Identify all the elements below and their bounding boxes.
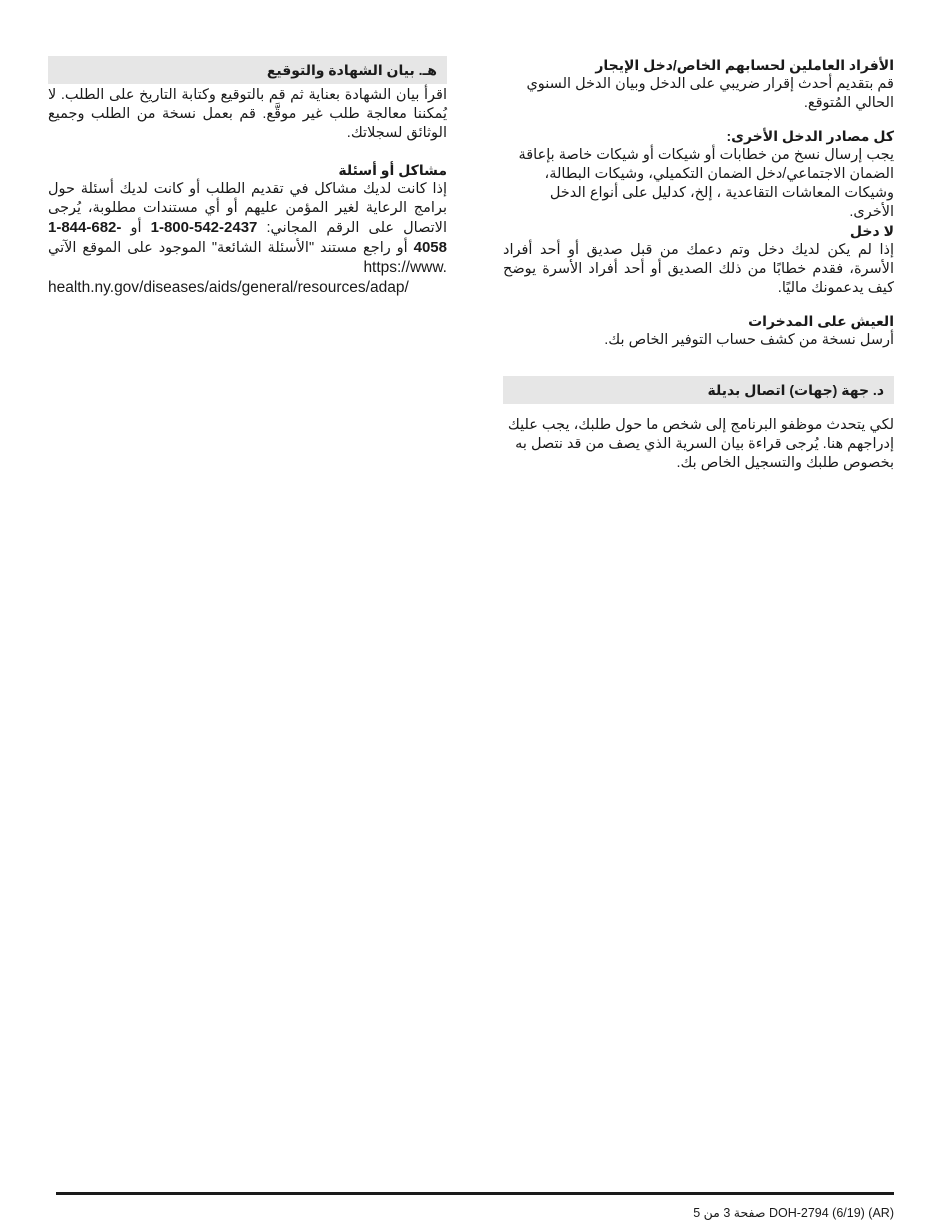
certification-banner: هـ. بيان الشهادة والتوقيع (48, 56, 447, 84)
footer-page-number: DOH-2794 (6/19) (AR) صفحة 3 من 5 (693, 1206, 894, 1220)
self-employed-heading: الأفراد العاملين لحسابهم الخاص/دخل الإيجار (595, 57, 894, 73)
no-income-text: إذا لم يكن لديك دخل وتم دعمك من قبل صديق أو أحد أفراد الأسرة، فقدم خطابًا من ذلك الصديق أو أحد أفراد الأسرة يوضح كيف يدعمونك ماليًا. (503, 242, 894, 296)
no-income-section (503, 222, 894, 298)
right-column (503, 56, 894, 487)
questions-connector: أو (121, 220, 151, 236)
questions-section (48, 161, 447, 297)
phone-number-1[interactable]: 1-800-542-2437 (150, 219, 258, 236)
certification-section (48, 86, 447, 143)
certification-text: اقرأ بيان الشهادة بعناية ثم قم بالتوقيع وكتابة التاريخ على الطلب. لا يُمكننا معالجة طلب غير موقَّع. قم بعمل نسخة من الطلب وجميع الوثائق لسجلاتك. (48, 87, 447, 141)
self-employed-text: قم بتقديم أحدث إقرار ضريبي على الدخل وبيان الدخل السنوي الحالي المُتوقع. (526, 76, 894, 111)
phone-number-2[interactable]: 1-844-682-4058 (48, 219, 447, 256)
savings-section (503, 312, 894, 350)
other-income-heading: كل مصادر الدخل الأخرى: (726, 128, 894, 144)
alternate-contact-banner: د. جهة (جهات) اتصال بديلة (503, 376, 894, 404)
faq-url-part-1[interactable]: https://www. (363, 259, 447, 276)
no-income-heading: لا دخل (849, 223, 894, 239)
savings-heading: العيش على المدخرات (748, 313, 894, 329)
other-income-text: يجب إرسال نسخ من خطابات أو شيكات أو شيكات خاصة بإعاقة الضمان الاجتماعي/دخل الضمان التكميلي، وشيكات البطالة، وشيكات المعاشات التقاعدية ، إلخ، كدليل على أنواع الدخل الأخرى. (518, 147, 894, 220)
questions-text (48, 180, 447, 278)
footer-divider (56, 1192, 894, 1195)
other-income-section (503, 127, 894, 222)
faq-url-part-2[interactable]: health.ny.gov/diseases/aids/general/resources/adap/ (48, 279, 409, 296)
alternate-contact-section (503, 416, 894, 473)
questions-text-start: إذا كانت لديك مشاكل في تقديم الطلب أو كانت لديك أسئلة حول برامج الرعاية لغير المؤمن عليهم أو أي مستندات مطلوبة، يُرجى الاتصال على الرقم المجاني: (48, 181, 447, 236)
left-column (48, 56, 447, 311)
alternate-contact-text: لكي يتحدث موظفو البرنامج إلى شخص ما حول طلبك، يجب عليك إدراجهم هنا. يُرجى قراءة بيان السرية الذي يصف من قد نتصل به بخصوص طلبك والتسجيل الخاص بك. (507, 417, 894, 471)
questions-text-end: أو راجع مستند "الأسئلة الشائعة" الموجود على الموقع الآتي (48, 240, 414, 256)
self-employed-section (503, 56, 894, 113)
savings-text: أرسل نسخة من كشف حساب التوفير الخاص بك. (604, 332, 894, 348)
questions-heading: مشاكل أو أسئلة (338, 162, 447, 178)
